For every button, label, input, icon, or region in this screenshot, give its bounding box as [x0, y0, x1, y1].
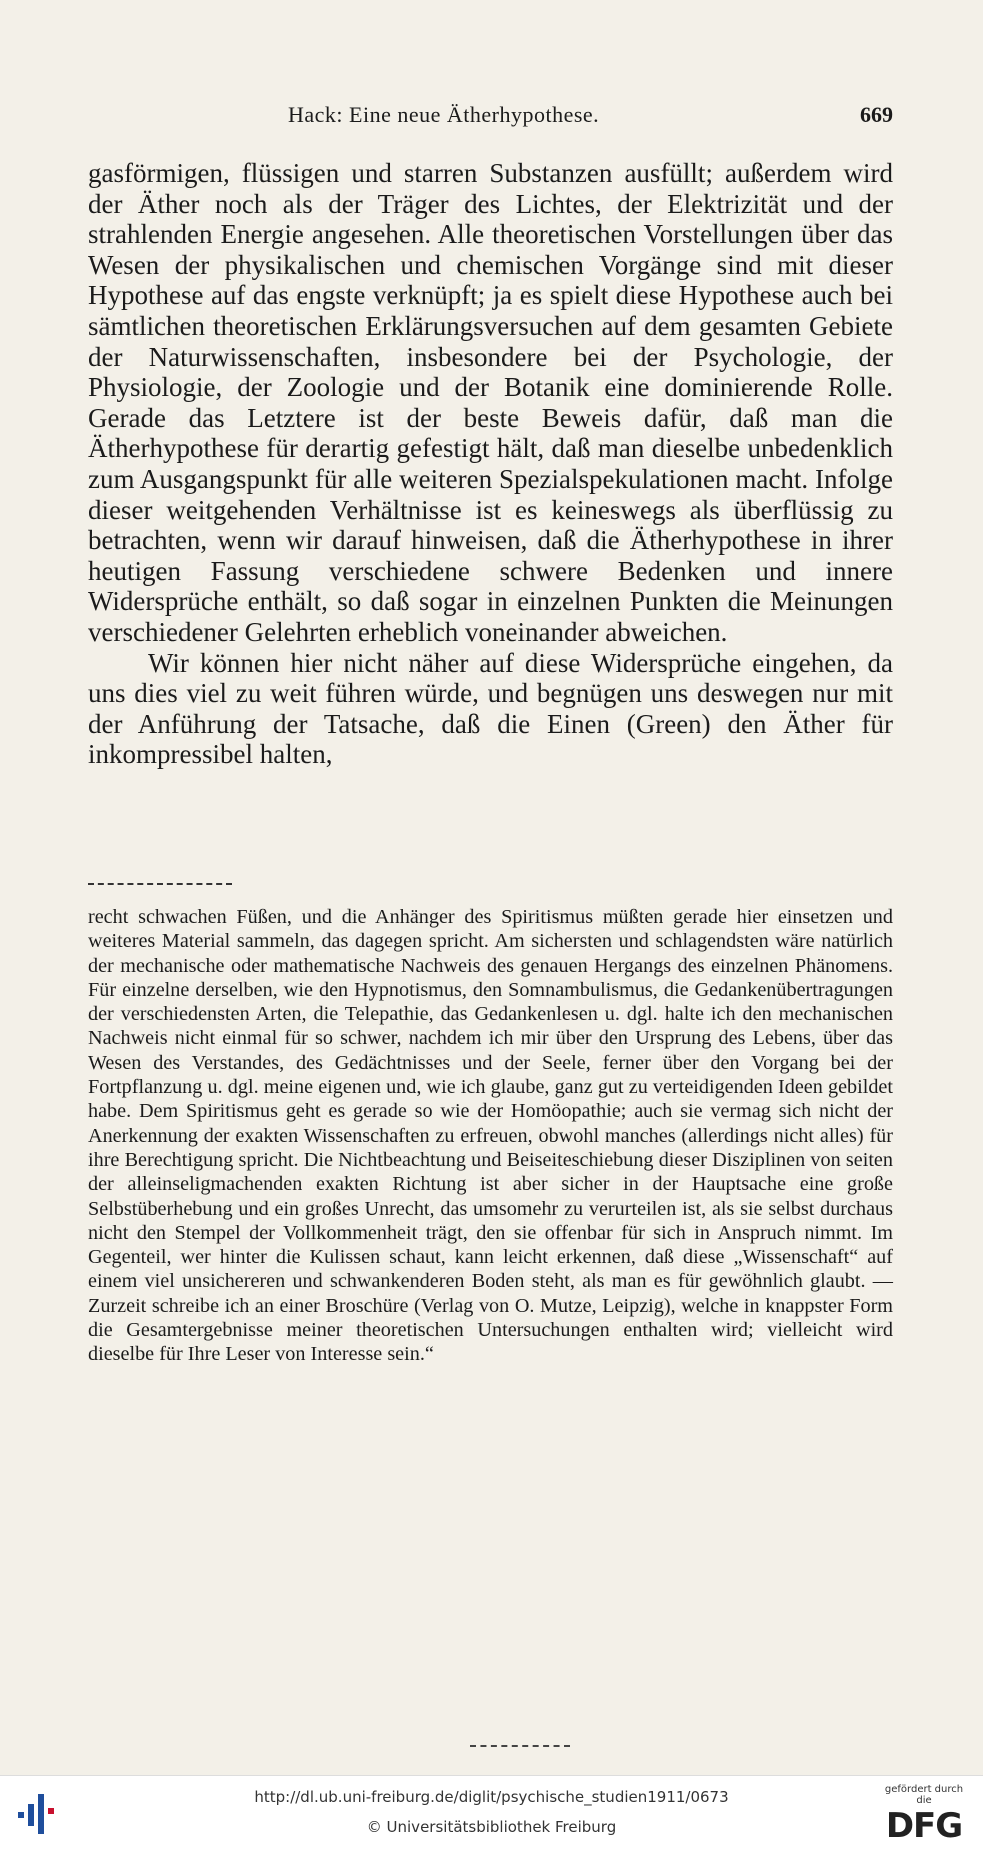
running-header	[88, 102, 893, 134]
body-paragraph-2: Wir können hier nicht näher auf diese Widersprüche eingehen, da uns dies viel zu weit führen würde, und begnügen uns deswegen nur mit der Anführung der Tatsache, daß die Einen (Green) den Äther für inkompressibel halten,	[88, 647, 893, 770]
source-url-link[interactable]: http://dl.ub.uni-freiburg.de/diglit/psychische_studien1911/0673	[254, 1788, 729, 1806]
body-paragraph-1: gasförmigen, flüssigen und starren Substanzen ausfüllt; außerdem wird der Äther noch als der Träger des Lichtes, der Elektrizität und der strahlenden Energie angesehen. Alle theoretischen Vorstellungen über das Wesen der physikalischen und chemischen Vorgänge sind mit dieser Hypothese auf das engste verknüpft; ja es spielt diese Hypothese auch bei sämtlichen theoretischen Erklärungsversuchen auf dem gesamten Gebiete der Naturwissenschaften, insbesondere bei der Psychologie, der Physiologie, der Zoologie und der Botanik eine dominierende Rolle. Gerade das Letztere ist der beste Beweis dafür, daß man die Ätherhypothese für derartig gefestigt hält, daß man dieselbe unbedenklich zum Ausgangspunkt für alle weiteren Spezialspekulationen macht. Infolge dieser weitgehenden Verhältnisse ist es keineswegs als überflüssig zu betrachten, wenn wir darauf hinweisen, daß die Ätherhypothese in ihrer heutigen Fassung verschiedene schwere Bedenken und innere Widersprüche enthält, so daß sogar in einzelnen Punkten die Meinungen verschiedener Gelehrten erheblich voneinander abweichen.	[88, 158, 893, 647]
library-footer	[0, 1775, 983, 1849]
footnote-text: recht schwachen Füßen, und die Anhänger des Spiritismus müßten gerade hier einsetzen und weiteres Material sammeln, das dagegen spricht. Am sichersten und schlagendsten wäre natürlich der mechanische oder mathematische Nachweis des genauen Hergangs des einzelnen Phänomens. Für einzelne derselben, wie den Hypnotismus, den Somnambulismus, die Gedankenübertragungen der verschiedensten Arten, die Telepathie, das Gedankenlesen u. dgl. halte ich den mechanischen Nachweis nicht einmal für so schwer, nachdem ich mir über den Ursprung des Lebens, über das Wesen des Verstandes, des Gedächtnisses und der Seele, ferner über den Vorgang bei der Fortpflanzung u. dgl. meine eigenen und, wie ich glaube, ganz gut zu verteidigenden Ideen gebildet habe. Dem Spiritismus geht es gerade so wie der Homöopathie; auch sie vermag sich nicht der Anerkennung der exakten Wissenschaften zu erfreuen, obwohl manches (allerdings nicht alles) für ihre Berechtigung spricht. Die Nichtbeachtung und Beiseiteschiebung dieser Disziplinen von seiten der alleinseligmachenden exakten Richtung ist aber sicher in der Hauptsache eine große Selbstüberhebung und ein großes Unrecht, das umsomehr zu verurteilen ist, als sie selbst durchaus nicht den Stempel der Vollkommenheit trägt, den sie offenbar für sich in Anspruch nimmt. Im Gegenteil, wer hinter die Kulissen schaut, kann leicht erkennen, daß diese „Wissenschaft“ auf einem viel unsichereren und schwankenderen Boden steht, als man es für gewöhnlich glaubt. — Zurzeit schreibe ich an einer Broschüre (Verlag von O. Mutze, Leipzig), welche in knappster Form die Gesamtergebnisse meiner theoretischen Untersuchungen enthalten wird; vielleicht wird dieselbe für Ihre Leser von Interesse sein.“	[88, 906, 893, 1366]
dfg-logo-text: DFG	[885, 1806, 963, 1846]
dfg-funding-text: gefördert durch die	[884, 1784, 964, 1806]
running-title: Hack: Eine neue Ätherhypothese.	[288, 102, 600, 127]
footnote	[88, 905, 893, 1367]
copyright-text: © Universitätsbibliothek Freiburg	[366, 1818, 617, 1836]
footnote-rule	[88, 883, 232, 885]
page-number: 669	[860, 102, 893, 127]
page-end-dashes	[470, 1745, 570, 1747]
dfg-logo	[879, 1784, 969, 1844]
body-text	[88, 158, 893, 770]
